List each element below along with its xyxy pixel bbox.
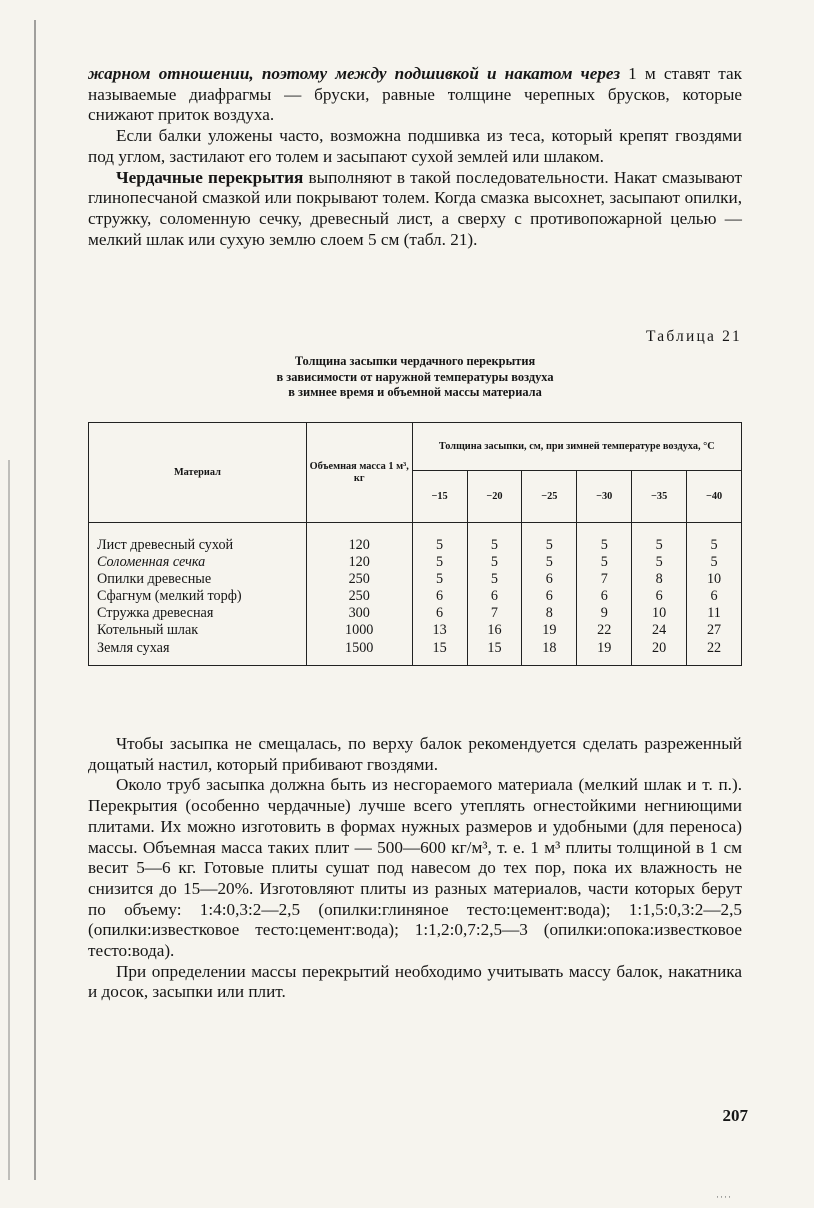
table-caption: Таблица 21 (645, 328, 742, 345)
thickness-cell: 5 (490, 571, 498, 588)
header-material: Материал (89, 423, 307, 523)
thickness-cell: 6 (436, 605, 444, 622)
paragraph-slabs: Около труб засыпка должна быть из несгораемого материала (мелкий шлак и т. п.). Перекрытия (особенно чердачные) лучше всего утеплять огнестойкими негниющими плитами. Их можно изготовить в формах нужных размеров и удобными (для переноса) массы. Объемная масса таких плит — 500—600 кг/м³, т. е. 1 м³ плиты толщиной в 1 см весит 5—6 кг. Готовые плиты сушат под навесом до тех пор, пока их влажность не снизится до 15—20%. Изготовляют плиты из разных материалов, части которых берут по объему: 1:4:0,3:2—2,5 (опилки:глиняное тесто:цемент:вода); 1:1,5:0,3:2—2,5 (опилки:известковое тесто:цемент:вода); 1:1,2:0,7:2,5—3 (опилки:опока:известковое тесто:вода). (88, 775, 742, 961)
thickness-cell: 9 (600, 605, 608, 622)
thickness-cell: 5 (436, 554, 444, 571)
scan-edge-line (34, 20, 36, 1180)
material-cell: Опилки древесные (97, 571, 212, 588)
paragraph-attic-floors (88, 168, 742, 251)
thickness-cell: 15 (432, 639, 447, 656)
table-title (88, 354, 742, 401)
header-temp: −25 (522, 471, 577, 523)
header-thickness: Толщина засыпки, см, при зимней температуре воздуха, °C (412, 423, 741, 471)
thickness-cell: 6 (545, 571, 553, 588)
thickness-cell: 5 (655, 537, 663, 553)
material-column (89, 523, 307, 666)
thickness-cell: 5 (655, 554, 663, 571)
continuation-lead: жарном отношении, поэтому между подшивкой и накатом через (88, 64, 621, 83)
mass-cell: 1500 (345, 639, 374, 656)
thickness-cell: 7 (490, 605, 498, 622)
thickness-cell: 22 (706, 639, 722, 656)
paragraph-mass: При определении массы перекрытий необходимо учитывать массу балок, накатника и досок, засыпки или плит. (88, 961, 742, 1002)
scan-edge-line-outer (8, 460, 10, 1180)
top-text-block (88, 64, 742, 250)
thickness-cell: 5 (436, 571, 444, 588)
table-body-row (89, 523, 742, 666)
material-cell: Сфагнум (мелкий торф) (97, 588, 242, 605)
table-title-line-2: в зависимости от наружной температуры воздуха (276, 369, 554, 384)
thickness-cell: 16 (487, 622, 502, 639)
thickness-cell: 10 (652, 605, 667, 622)
mass-cell: 300 (348, 605, 370, 622)
thickness-column (467, 523, 522, 666)
attic-floors-text: выполняют в такой последовательности. Накат смазывают глинопесчаной смазкой или покрывают толем. Когда смазка высохнет, засыпают опилки, стружку, соломенную сечку, древесный лист, а сверху с противопожарной целью — мелкий шлак или сухую землю слоем 5 см (табл. 21). (88, 167, 742, 249)
header-temp: −35 (632, 471, 687, 523)
thickness-cell: 19 (597, 639, 612, 656)
thickness-cell: 6 (436, 588, 444, 605)
table-title-line-3: в зимнее время и объемной массы материала (288, 385, 542, 399)
thickness-cell: 7 (600, 571, 608, 588)
paragraph-continuation (88, 64, 742, 126)
thickness-cell: 19 (542, 622, 557, 639)
thickness-cell: 22 (597, 622, 612, 639)
thickness-cell: 18 (542, 639, 557, 656)
header-temp: −30 (577, 471, 632, 523)
header-temp: −15 (412, 471, 467, 523)
thickness-cell: 6 (655, 588, 663, 605)
mass-cell: 250 (348, 571, 370, 588)
thickness-cell: 5 (710, 554, 718, 571)
thickness-cell: 5 (600, 554, 608, 571)
header-temp: −20 (467, 471, 522, 523)
material-cell: Стружка древесная (97, 605, 214, 622)
thickness-cell: 13 (432, 622, 447, 639)
material-cell: Земля сухая (97, 639, 170, 656)
material-cell: Котельный шлак (97, 622, 199, 639)
scan-mark: ···· (716, 1192, 732, 1202)
table-title-line-1: Толщина засыпки чердачного перекрытия (294, 354, 536, 368)
mass-cell: 1000 (345, 622, 374, 639)
thickness-column (412, 523, 467, 666)
material-cell: Лист древесный сухой (97, 537, 234, 553)
header-temp: −40 (687, 471, 742, 523)
thickness-cell: 5 (600, 537, 608, 553)
thickness-cell: 5 (490, 554, 498, 571)
thickness-cell: 20 (652, 639, 667, 656)
paragraph-beams: Если балки уложены часто, возможна подшивка из теса, который крепят гвоздями под углом, застилают его толем и засыпают сухой землей или шлаком. (88, 126, 742, 166)
thickness-cell: 6 (545, 588, 553, 605)
mass-cell: 250 (348, 588, 370, 605)
thickness-cell: 15 (487, 639, 502, 656)
thickness-column (522, 523, 577, 666)
thickness-cell: 5 (545, 554, 553, 571)
thickness-cell: 5 (710, 537, 718, 553)
header-mass: Объемная масса 1 м³, кг (306, 423, 412, 523)
thickness-cell: 6 (710, 588, 718, 605)
mass-cell: 120 (348, 537, 370, 553)
thickness-cell: 6 (490, 588, 498, 605)
thickness-cell: 5 (545, 537, 553, 553)
continuation-rest: 1 м ставят так называемые диафрагмы — бруски, равные толщине черепных брусков, которые снижают приток воздуха. (88, 64, 742, 125)
bottom-text-block (88, 734, 742, 1003)
thickness-cell: 5 (490, 537, 498, 553)
material-cell: Соломенная сечка (97, 554, 206, 571)
thickness-column (577, 523, 632, 666)
thickness-column (632, 523, 687, 666)
paragraph-decking: Чтобы засыпка не смещалась, по верху балок рекомендуется сделать разреженный дощатый настил, который прибивают гвоздями. (88, 734, 742, 774)
thickness-cell: 24 (652, 622, 667, 639)
mass-cell: 120 (348, 554, 370, 571)
thickness-column (687, 523, 742, 666)
thickness-cell: 11 (707, 605, 721, 622)
thickness-cell: 6 (600, 588, 608, 605)
term-attic-floors: Чердачные перекрытия (116, 167, 304, 187)
thickness-cell: 5 (436, 537, 444, 553)
mass-column (306, 523, 412, 666)
data-table (88, 422, 742, 666)
thickness-cell: 27 (706, 622, 722, 639)
thickness-cell: 10 (706, 571, 722, 588)
thickness-cell: 8 (545, 605, 553, 622)
thickness-cell: 8 (655, 571, 663, 588)
page-number: 207 (722, 1106, 748, 1125)
